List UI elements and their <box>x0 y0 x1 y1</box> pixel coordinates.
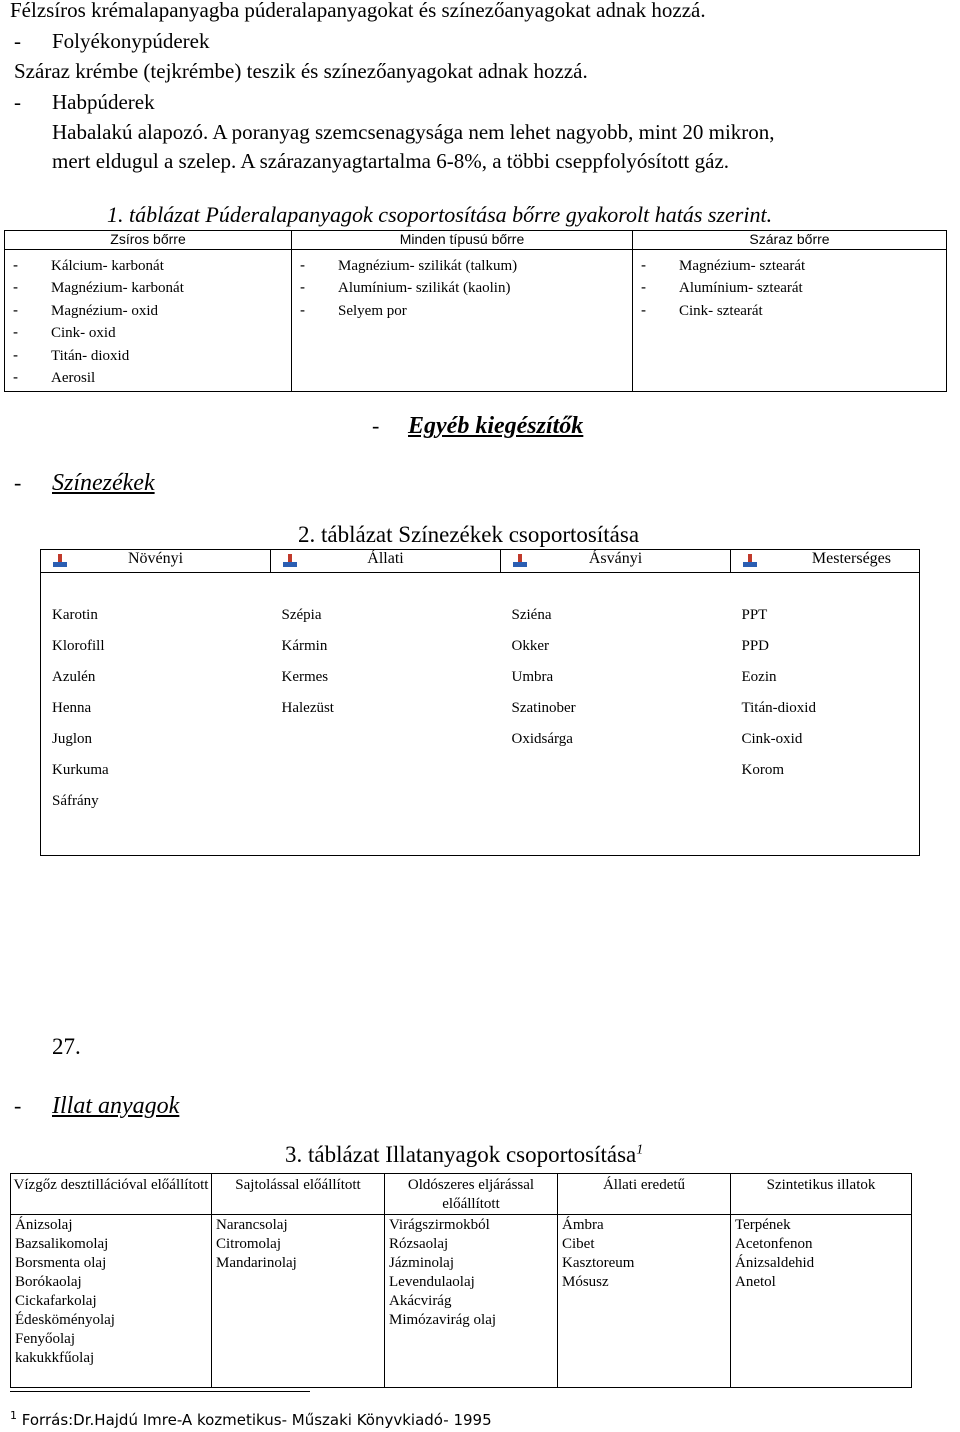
list-item-text: Juglon <box>52 731 93 747</box>
list-item <box>15 1235 207 1254</box>
list-item <box>298 277 626 299</box>
table3 <box>10 1173 912 1388</box>
list-dash: - <box>11 256 21 274</box>
list-dash: - <box>11 300 21 319</box>
list-item <box>52 631 271 662</box>
table2-col-allati <box>271 573 501 856</box>
list-item-text: Kasztoreum <box>562 1255 635 1271</box>
list-item-text: Halezüst <box>281 700 334 716</box>
list-item <box>11 345 285 367</box>
table2-header-novenyi: Növényi <box>41 550 271 573</box>
table3-col-szintetikus <box>731 1215 912 1388</box>
list-item <box>282 662 501 693</box>
table3-header-szintetikus: Szintetikus illatok <box>731 1174 912 1215</box>
list-item <box>389 1235 553 1254</box>
list-item <box>389 1216 553 1235</box>
list-item <box>389 1292 553 1311</box>
table2-header-asvanyi: Ásványi <box>501 550 731 573</box>
list-item-text: Kármin <box>281 638 328 654</box>
list-item-text: Okker <box>511 638 549 654</box>
table1-header-zsiros: Zsíros bőrre <box>5 231 292 250</box>
list-item-text: Borókaolaj <box>15 1274 82 1290</box>
list-item <box>216 1235 380 1254</box>
table1-header-minden: Minden típusú bőrre <box>292 231 633 250</box>
list-item-text: Sáfrány <box>52 793 99 809</box>
table2-header-allati: Állati <box>271 550 501 573</box>
list-item <box>282 631 501 662</box>
list-item <box>735 1235 907 1254</box>
list-item-text: Mósusz <box>562 1274 609 1290</box>
list-item <box>735 1273 907 1292</box>
list-item <box>512 693 731 724</box>
list-item <box>216 1216 380 1235</box>
list-item <box>11 300 285 322</box>
table3-col-sajtolas <box>212 1215 385 1388</box>
header-marker-icon <box>513 554 527 568</box>
list-item-text: Édesköményolaj <box>15 1312 115 1328</box>
list-item-text: Anetol <box>735 1274 776 1290</box>
table3-col-oldoszeres <box>385 1215 558 1388</box>
list-item <box>11 255 285 277</box>
list-item <box>562 1273 726 1292</box>
table2-col-mesterseges <box>731 573 920 856</box>
list-item-text: Korom <box>741 762 784 778</box>
list-item-text: Ánizsolaj <box>15 1217 73 1233</box>
list-item <box>735 1216 907 1235</box>
list-item <box>298 255 626 277</box>
list-item-text: Karotin <box>52 607 98 623</box>
list-item <box>735 1254 907 1273</box>
list-item <box>11 322 285 344</box>
list-dash: - <box>11 323 21 342</box>
list-item <box>15 1273 207 1292</box>
list-item <box>52 662 271 693</box>
list-item-text: Borsmenta olaj <box>15 1255 107 1271</box>
list-item-text: Oxidsárga <box>511 731 573 747</box>
list-item-text: Titán- dioxid <box>51 347 130 364</box>
list-item-text: Magnézium- szilikát (talkum) <box>338 258 518 274</box>
list-dash: - <box>11 278 21 297</box>
list-item-text: Cibet <box>562 1236 595 1252</box>
list-item-text: Akácvirág <box>389 1293 452 1309</box>
list-dash: - <box>639 278 649 297</box>
list-item <box>52 786 271 817</box>
list-item-text: Bazsalikomolaj <box>15 1236 109 1252</box>
list-item-text: Henna <box>52 700 92 716</box>
list-item-text: Cink-oxid <box>741 731 803 747</box>
table3-header-allati: Állati eredetű <box>558 1174 731 1215</box>
table1-col-zsiros <box>5 250 292 392</box>
footnote-separator <box>10 1391 310 1392</box>
intro-line-1: Félzsíros krémalapanyagba púderalapanyagokat és színezőanyagokat adnak hozzá. <box>10 0 706 22</box>
list-item <box>562 1254 726 1273</box>
list-item-text: Kurkuma <box>52 762 109 778</box>
list-item-text: Mandarinolaj <box>216 1255 297 1271</box>
list-item <box>52 600 271 631</box>
list-item <box>52 755 271 786</box>
page-number: 27. <box>52 1034 81 1059</box>
list-item <box>52 693 271 724</box>
list-item <box>742 693 920 724</box>
list-item <box>15 1216 207 1235</box>
list-item-text: Ánizsaldehid <box>735 1255 815 1271</box>
list-item-text: Cickafarkolaj <box>15 1293 97 1309</box>
list-item-text: Cink- oxid <box>51 325 116 342</box>
intro-line-2: Száraz krémbe (tejkrémbe) teszik és színezőanyagokat adnak hozzá. <box>14 59 588 83</box>
list-item-text: Eozin <box>741 669 777 685</box>
list-item <box>15 1254 207 1273</box>
list-item <box>389 1311 553 1330</box>
list-item-text: Szatinober <box>511 700 576 716</box>
list-dash: - <box>11 368 21 387</box>
list-item-text: Terpének <box>735 1217 791 1233</box>
table3-col-allati <box>558 1215 731 1388</box>
list-item <box>742 724 920 755</box>
table2-col-asvanyi <box>501 573 731 856</box>
list-item-text: Mimózavirág olaj <box>389 1312 497 1328</box>
header-marker-icon <box>53 554 67 568</box>
list-dash: - <box>298 300 308 319</box>
list-item <box>216 1254 380 1273</box>
list-item <box>562 1235 726 1254</box>
list-item <box>639 300 940 322</box>
list-item-text: Magnézium- karbonát <box>51 280 184 297</box>
list-item-text: Klorofill <box>52 638 105 654</box>
footnote-ref: 1 <box>636 1142 644 1158</box>
list-item <box>52 724 271 755</box>
list-item-text: PPT <box>741 607 768 623</box>
list-dash: - <box>298 278 308 297</box>
list-dash: - <box>11 345 21 364</box>
list-item-text: Sziéna <box>511 607 552 623</box>
list-item <box>282 693 501 724</box>
list-item-text: Selyem por <box>338 302 407 319</box>
item-habpuderek: - Habpúderek <box>14 90 155 114</box>
list-item <box>11 367 285 389</box>
list-item-text: Magnézium- sztearát <box>679 258 806 274</box>
list-item-text: Azulén <box>52 669 96 685</box>
list-dash: - <box>639 300 649 319</box>
table2-header-mesterseges: Mesterséges <box>731 550 920 573</box>
table1-header-szaraz: Száraz bőrre <box>633 231 947 250</box>
list-item-text: Magnézium- oxid <box>51 302 159 319</box>
section-egyeb-kiegeszitok: - Egyéb kiegészítők <box>372 413 584 439</box>
list-item <box>512 600 731 631</box>
header-marker-icon <box>743 554 757 568</box>
list-item-text: Levendulaolaj <box>389 1274 475 1290</box>
list-item-text: Citromolaj <box>216 1236 281 1252</box>
list-item-text: Acetonfenon <box>735 1236 813 1252</box>
list-item-text: Jázminolaj <box>389 1255 454 1271</box>
list-item-text: Umbra <box>511 669 554 685</box>
list-item-text: Titán-dioxid <box>741 700 816 716</box>
list-item-text: Cink- sztearát <box>679 302 763 319</box>
table3-header-sajtolas: Sajtolással előállított <box>212 1174 385 1215</box>
list-dash: - <box>639 256 649 274</box>
list-item <box>15 1330 207 1349</box>
list-item-text: Rózsaolaj <box>389 1236 449 1252</box>
header-marker-icon <box>283 554 297 568</box>
list-dash: - <box>298 256 308 274</box>
list-item <box>742 662 920 693</box>
list-item-text: Fenyőolaj <box>15 1331 75 1347</box>
item-folyekonypuderek: - Folyékonypúderek <box>14 29 210 53</box>
table3-caption: 3. táblázat Illatanyagok csoportosítása$^1$ <box>285 1142 644 1167</box>
list-item <box>389 1254 553 1273</box>
list-item <box>15 1349 207 1368</box>
list-item-text: Alumínium- szilikát (kaolin) <box>338 280 511 297</box>
list-item <box>562 1216 726 1235</box>
section-szinezekek: - Színezékek <box>14 470 155 496</box>
list-item <box>15 1292 207 1311</box>
list-item-text: Ámbra <box>562 1217 604 1233</box>
list-item <box>742 600 920 631</box>
table1 <box>4 230 947 392</box>
list-item-text: Alumínium- sztearát <box>679 280 803 297</box>
intro-line-3: Habalakú alapozó. A poranyag szemcsenagysága nem lehet nagyobb, mint 20 mikron, <box>52 120 775 144</box>
table3-header-oldoszeres: Oldószeres eljárással előállított <box>385 1174 558 1215</box>
list-item-text: Virágszirmokból <box>389 1217 490 1233</box>
list-item <box>11 277 285 299</box>
table1-caption: 1. táblázat Púderalapanyagok csoportosítása bőrre gyakorolt hatás szerint. <box>107 202 773 227</box>
section-illat-anyagok: - Illat anyagok <box>14 1093 180 1119</box>
table1-col-minden <box>292 250 633 392</box>
list-item <box>15 1311 207 1330</box>
list-item-text: Kermes <box>281 669 329 685</box>
list-item-text: Kálcium- karbonát <box>51 258 164 274</box>
table2-col-novenyi <box>41 573 271 856</box>
table1-col-szaraz <box>633 250 947 392</box>
table3-header-vizgoz: Vízgőz desztillációval előállított <box>11 1174 212 1215</box>
list-item-text: Szépia <box>281 607 322 623</box>
intro-line-4: mert eldugul a szelep. A szárazanyagtartalma 6-8%, a többi cseppfolyósított gáz. <box>52 149 730 173</box>
list-item <box>742 631 920 662</box>
footnote: $^1$ Forrás:Dr.Hajdú Imre-A kozmetikus- Műszaki Könyvkiadó- 1995 <box>10 1409 492 1429</box>
list-item <box>512 631 731 662</box>
list-item-text: PPD <box>741 638 770 654</box>
list-item <box>298 300 626 322</box>
table3-col-vizgoz <box>11 1215 212 1388</box>
list-item <box>742 755 920 786</box>
list-item <box>512 662 731 693</box>
list-item <box>389 1273 553 1292</box>
list-item <box>512 724 731 755</box>
list-item-text: Aerosil <box>51 370 96 387</box>
table2-caption: 2. táblázat Színezékek csoportosítása <box>298 522 640 547</box>
list-item <box>639 277 940 299</box>
list-item <box>282 600 501 631</box>
list-item <box>639 255 940 277</box>
list-item-text: kakukkfűolaj <box>15 1350 95 1366</box>
list-item-text: Narancsolaj <box>216 1217 288 1233</box>
table2 <box>40 549 920 856</box>
